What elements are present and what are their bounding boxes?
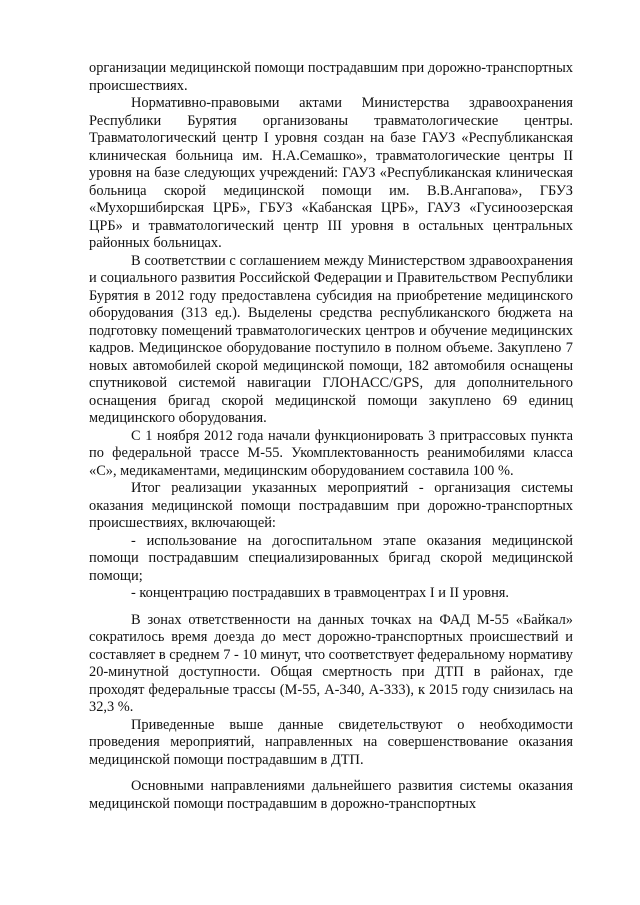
paragraph-continuation: организации медицинской помощи пострадавшим при дорожно-транспортных происшествиях. bbox=[89, 60, 573, 94]
paragraph-roadside-stations: С 1 ноября 2012 года начали функционировать 3 притрассовых пункта по федеральной трассе М-55. Укомплектованность реанимобилями класса «С», медикаментами, медицинским оборудованием составила 100 %. bbox=[89, 427, 573, 479]
paragraph-conclusion: Приведенные выше данные свидетельствуют о необходимости проведения мероприятий, направленных на совершенствование оказания медицинской помощи пострадавшим в ДТП. bbox=[89, 716, 573, 768]
paragraph-trauma-centers: Нормативно-правовыми актами Министерства здравоохранения Республики Бурятия организованы травматологические центры. Травматологический центр I уровня создан на базе ГАУЗ «Республиканская клиническая больница им. Н.А.Семашко», травматологические центры II уровня на базе следующих учреждений: ГАУЗ «Республиканская клиническая больница скорой медицинской помощи им. В.В.Ангапова», ГБУЗ «Мухоршибирская ЦРБ», ГБУЗ «Кабанская ЦРБ», ГАУЗ «Гусиноозерская ЦРБ» и травматологический центр III уровня в остальных центральных районных больницах. bbox=[89, 95, 573, 251]
paragraph-subsidy: В соответствии с соглашением между Министерством здравоохранения и социального развития Российской Федерации и Правительством Республики Бурятия в 2012 году предоставлена субсидия на приобретение медицинского оборудования (313 ед.). Выделены средства республиканского бюджета на подготовку помещений травматологических центров и обучение медицинских кадров. Медицинское оборудование поступило в полном объеме. Закуплено 7 новых автомобилей скорой медицинской помощи, 182 автомобиля оснащены спутниковой системой навигации ГЛОНАСС/GPS, для дополнительного оснащения бригад скорой медицинской помощи закуплено 69 единиц медицинского оборудования. bbox=[89, 252, 573, 426]
list-item-prehospital: - использование на догоспитальном этапе оказания медицинской помощи пострадавшим специализированных бригад скорой медицинской помощи; bbox=[89, 532, 573, 584]
body-text bbox=[89, 60, 573, 813]
paragraph-results: Итог реализации указанных мероприятий - организация системы оказания медицинской помощи пострадавшим при дорожно-транспортных происшествиях, включающей: bbox=[89, 480, 573, 531]
list-item-concentration: - концентрацию пострадавших в травмоцентрах I и II уровня. bbox=[131, 585, 509, 601]
paragraph-directions: Основными направлениями дальнейшего развития системы оказания медицинской помощи пострадавшим в дорожно-транспортных bbox=[89, 778, 573, 812]
paragraph-response-time: В зонах ответственности на данных точках на ФАД М-55 «Байкал» сократилось время доезда до мест дорожно-транспортных происшествий и составляет в среднем 7 - 10 минут, что соответствует федеральному нормативу 20-минутной доступности. Общая смертность при ДТП в районах, где проходят федеральные трассы (М-55, А-340, А-333), к 2015 году снизилась на 32,3 %. bbox=[89, 611, 573, 715]
